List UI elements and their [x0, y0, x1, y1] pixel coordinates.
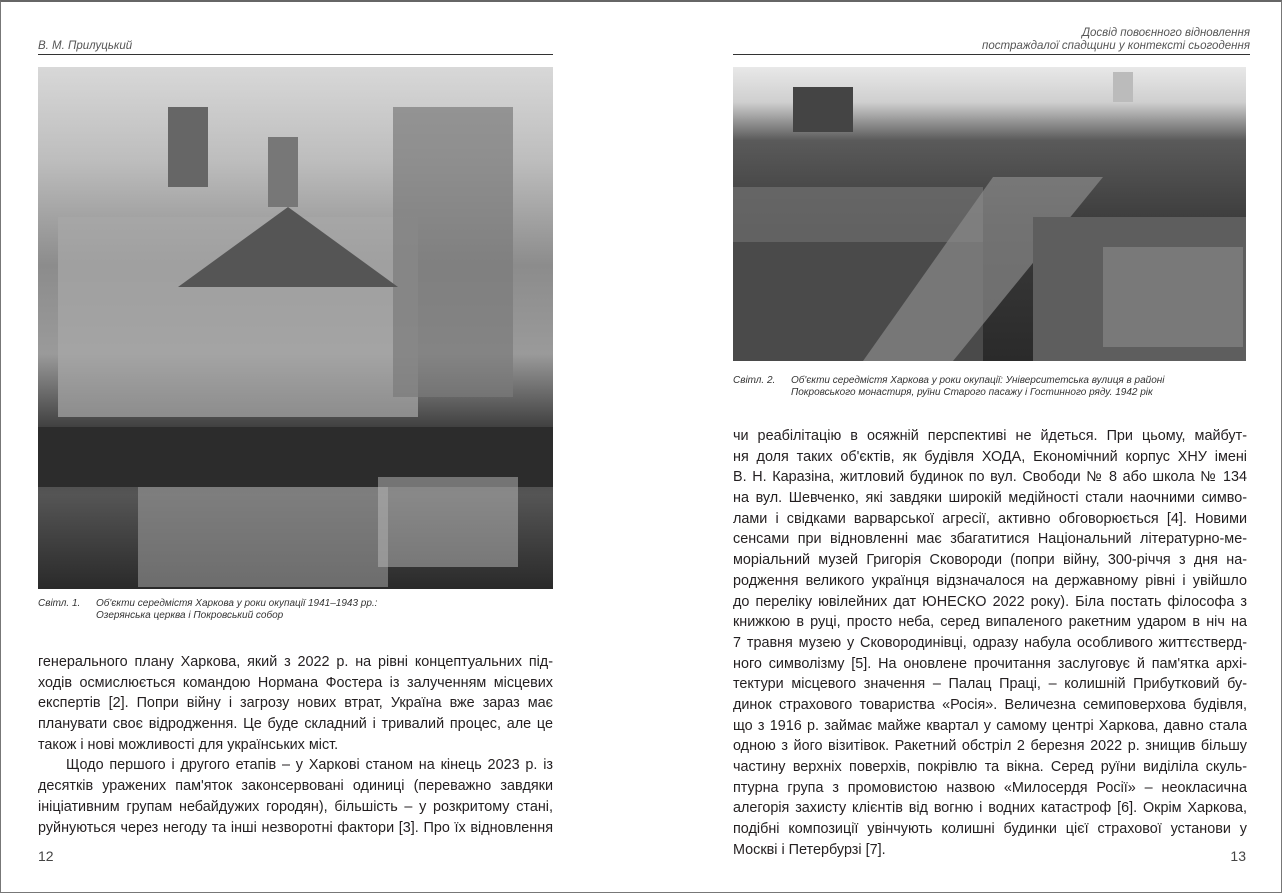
street-ruins-illustration [733, 67, 1246, 361]
text-line: ного символізму [5]. На оновлене прочитання заслуговує й пам'ятка архі- [733, 655, 1247, 672]
figure-1-photo [38, 67, 553, 589]
text-line: ня доля таких об'єктів, як будівля ХОДА, Економічний корпус ХНУ імені [733, 448, 1247, 465]
text-line: частину верхніх поверхів, покрівлю та вікна. Серед руїни виділіла скуль- [733, 759, 1247, 775]
text-line: експертів [2]. Попри війну і загрозу нових втрат, Україна вже зараз має [38, 695, 553, 712]
right-running-head [982, 27, 1250, 53]
figure-1-number: Світл. 1. [38, 598, 81, 609]
page-number-left: 12 [38, 848, 54, 864]
running-head-line: Досвід повоєнного відновлення [1081, 27, 1250, 39]
text-line: тектури місцевого значення – Палац Праці, – колишній Прибутковий бу- [733, 676, 1247, 693]
figure-1-caption [38, 598, 377, 622]
text-line: чи реабілітацію в осяжній перспективі не йдеться. При цьому, майбут- [733, 428, 1247, 444]
church-photo-illustration [38, 67, 553, 589]
text-line: лами і свідками варварської агресії, активно обговорюється [4]. Новими [733, 510, 1247, 527]
figure-2-photo [733, 67, 1246, 361]
text-line: 7 травня музею у Сковородинівці, одразу набула особливого життєстверд- [733, 634, 1247, 651]
text-line: Москві і Петербурзі [7]. [733, 841, 886, 858]
text-line: подібні композиції увінчують колишні будинки цієї страхової установи у [733, 821, 1247, 838]
text-line: одною з його візитівок. Ракетний обстріл 2 березня 2022 р. знищив більшу [733, 738, 1247, 755]
text-line: руйнуються через негоду та інші незворотні фактори [3]. Про їх відновлення [38, 819, 553, 836]
left-running-head: В. М. Прилуцький [38, 40, 133, 52]
text-line: планувати своє відродження. Це буде складний і тривалий процес, але це [38, 716, 553, 733]
figure-2-caption [733, 375, 1165, 399]
caption-line: Покровського монастиря, руїни Старого пасажу і Гостинного ряду. 1942 рік [791, 387, 1153, 398]
running-head-line: постраждалої спадщини у контексті сьогодення [982, 40, 1250, 52]
text-line: Щодо першого і другого етапів – у Харкові станом на кінець 2023 р. із [66, 757, 553, 774]
text-line: на вул. Шевченко, які завдяки широкій медійності стали наочними симво- [733, 490, 1247, 507]
text-line: родження великого українця відзначалося на державному рівні і увійшло [733, 572, 1247, 589]
text-line: птурна група з промовистою назвою «Милосердя Росії» – неокласична [733, 779, 1247, 796]
text-line: моріальний музей Григорія Сковороди (попри війну, 300-річчя з дня на- [733, 552, 1247, 569]
caption-line: Озерянська церква і Покровський собор [96, 610, 284, 621]
figure-2-number: Світл. 2. [733, 375, 776, 386]
right-body-text [733, 426, 1247, 860]
text-line: також і нові можливості для українських міст. [38, 736, 339, 753]
caption-line: Об'єкти середмістя Харкова у роки окупації: Університетська вулиця в районі [791, 375, 1165, 386]
text-line: В. Н. Каразіна, житловий будинок по вул. Свободи № 8 або школа № 134 [733, 469, 1247, 486]
text-line: ініціативним групам небайдужих городян), більшість – у розкритому стані, [38, 798, 553, 815]
text-line: до переліку ювілейних дат ЮНЕСКО 2022 року). Біла постать філософа з [733, 593, 1247, 610]
caption-line: Об'єкти середмістя Харкова у роки окупації 1941–1943 рр.: [96, 598, 378, 609]
text-line: динок страхового товариства «Росія». Величезна семиповерхова будівля, [733, 696, 1247, 713]
text-line: що з 1916 р. займає майже квартал у самому центрі Харкова, давно стала [733, 717, 1247, 734]
left-header-rule [38, 54, 553, 55]
text-line: книжкою в руці, просто неба, серед випаленого ракетним ударом в ніч на [733, 614, 1247, 631]
page-number-right: 13 [1230, 848, 1246, 864]
text-line: десятків уражених пам'яток законсервовані одиниці (переважно завдяки [38, 778, 553, 795]
text-line: ходів осмислюється командою Нормана Фостера із залученням місцевих [38, 674, 553, 691]
text-line: алегорія захисту клієнтів від вогню і водних катастроф [6]. Окрім Харкова, [733, 800, 1247, 817]
text-line: генерального плану Харкова, який з 2022 р. на рівні концептуальних під- [38, 654, 553, 670]
left-body-text [38, 652, 553, 838]
text-line: сенсами при відновленні має збагатитися Національний літературно-ме- [733, 531, 1247, 548]
right-header-rule [733, 54, 1250, 55]
